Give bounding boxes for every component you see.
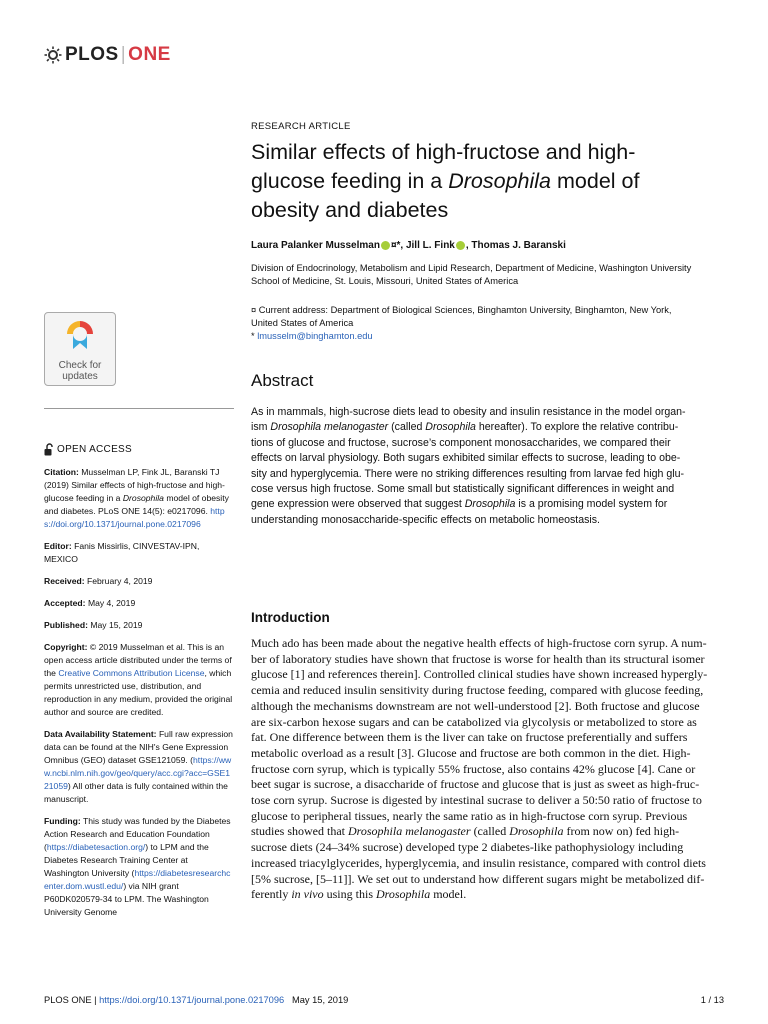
intro-text: although the mechanisms downstream are not well-understood [2]. Both fructose and glucose — [251, 698, 700, 713]
data-availability-text2: ) All other data is fully contained within the manuscript. — [44, 781, 228, 804]
article-title — [251, 138, 721, 225]
intro-line — [251, 824, 721, 840]
orcid-icon[interactable] — [456, 241, 465, 250]
data-availability-block — [44, 728, 234, 806]
correspondence — [251, 330, 721, 343]
abstract-text: understanding monosaccharide-specific effects on metabolic homeostasis. — [251, 513, 600, 526]
intro-line — [251, 793, 721, 809]
citation-italic: Drosophila — [122, 493, 164, 503]
abstract-text: hereafter). To explore the relative contribu- — [475, 421, 679, 434]
orcid-icon[interactable] — [381, 241, 390, 250]
intro-line — [251, 652, 721, 668]
citation-text: Musselman LP, Fink JL, Baranski TJ (2019) Similar effects of high-fructose and high-glucose feeding in a — [44, 467, 225, 503]
crossmark-icon — [65, 319, 95, 351]
intro-line — [251, 809, 721, 825]
title-line-3: obesity and diabetes — [251, 198, 449, 222]
intro-text: cemia and reduced insulin sensitivity during fructose feeding, compared with glucose feeding, — [251, 683, 704, 698]
abstract-line — [251, 497, 721, 512]
article-metadata-sidebar — [44, 466, 234, 928]
citation-text2: model of obesity and diabetes. PLoS ONE 14(5): e0217096. — [44, 493, 229, 516]
intro-text: beet sugar is sucrose, a disaccharide of fructose and glucose that is just as sweet as high-fruc- — [251, 777, 700, 792]
badge-text — [45, 360, 115, 382]
logo-one: ONE — [128, 44, 171, 65]
email-link[interactable]: lmusselm@binghamton.edu — [257, 331, 373, 341]
abstract-italic: Drosophila — [425, 421, 476, 434]
intro-text: studies showed that — [251, 824, 348, 839]
funding-label: Funding: — [44, 816, 81, 826]
abstract-line — [251, 467, 721, 482]
current-address — [251, 304, 721, 330]
affiliation-line-2: School of Medicine, St. Louis, Missouri, United States of America — [251, 276, 519, 286]
intro-text: ferently — [251, 887, 292, 902]
editor-block — [44, 540, 234, 566]
intro-italic: Drosophila — [509, 824, 564, 839]
funding-link-2[interactable]: https://diabetesresearchcenter.dom.wustl.edu/ — [44, 868, 231, 891]
funding-block — [44, 815, 234, 919]
open-access-label — [44, 443, 132, 456]
intro-line — [251, 872, 721, 888]
received-date: February 4, 2019 — [87, 576, 153, 586]
introduction-body — [251, 636, 721, 903]
copyright-text2: , which permits unrestricted use, distribution, and reproduction in any medium, provided the original author and source are credited. — [44, 668, 233, 717]
abstract-text: is a promising model system for — [515, 498, 668, 511]
abstract-line — [251, 405, 721, 420]
funding-link-1[interactable]: https://diabetesaction.org/ — [46, 842, 146, 852]
current-address-line-2: United States of America — [251, 318, 354, 328]
abstract-line — [251, 482, 721, 497]
intro-text: are six-carbon hexose sugars and can be catabolized via glycolysis or metabolized to store as — [251, 714, 697, 729]
abstract-text: sity and hyperglycemia. There were no striking differences resulting from larvae fed high glu- — [251, 467, 684, 480]
intro-text: increased triacylglycerides, hyperglycemia, and insulin resistance, compared with control diets — [251, 855, 706, 870]
footer-doi-link[interactable]: https://doi.org/10.1371/journal.pone.0217096 — [99, 995, 285, 1005]
abstract-heading: Abstract — [251, 371, 314, 390]
citation-doi-link[interactable]: https://doi.org/10.1371/journal.pone.0217096 — [44, 506, 225, 529]
intro-text: [5% sucrose, [5–11]]. We set out to understand how different sugars might be metabolized dif- — [251, 871, 705, 886]
accepted-label: Accepted: — [44, 598, 86, 608]
intro-text: fat. One difference between them is the liver can take on fructose preferentially and suffers — [251, 730, 688, 745]
intro-line — [251, 699, 721, 715]
abstract-line — [251, 436, 721, 451]
email-mark: * — [251, 331, 258, 341]
plos-one-logo[interactable] — [44, 44, 171, 66]
footer-date: May 15, 2019 — [291, 995, 349, 1005]
title-line-2a: glucose feeding in a — [251, 169, 449, 193]
intro-line — [251, 730, 721, 746]
plos-sun-icon — [44, 46, 62, 64]
intro-text: glucose [1] and references therein]. Controlled clinical studies have shown increased hypergly- — [251, 667, 708, 682]
copyright-block — [44, 641, 234, 719]
affiliation — [251, 262, 721, 288]
copyright-label: Copyright: — [44, 642, 88, 652]
page-number: 1 / 13 — [700, 995, 724, 1005]
license-link[interactable]: Creative Commons Attribution License — [58, 668, 205, 678]
intro-text: from now on) fed high- — [563, 824, 680, 839]
article-type: RESEARCH ARTICLE — [251, 121, 351, 132]
abstract-body — [251, 405, 721, 528]
intro-text: Much ado has been made about the negative health effects of high-fructose corn syrup. A num- — [251, 636, 707, 650]
intro-text: fructose corn syrup, which is typically 55% fructose, also contains 42% glucose [4]. Cane or — [251, 761, 696, 776]
intro-text: sucrose diets (24–34% sucrose) developed type 2 diabetes-like pathophysiology including — [251, 840, 684, 855]
funding-text: This study was funded by the Diabetes Action Research and Education Foundation ( — [44, 816, 231, 852]
abstract-text: cose versus high fructose. Some small but statistically significant differences in weight and — [251, 483, 675, 496]
funding-text3: ) via NIH grant P60DK020579-34 to LPM. The Washington University Genome — [44, 881, 209, 917]
intro-italic: Drosophila melanogaster — [348, 824, 471, 839]
editor-label: Editor: — [44, 541, 72, 551]
logo-plos: PLOS — [65, 44, 119, 65]
intro-line — [251, 840, 721, 856]
badge-line2: updates — [62, 371, 98, 382]
abstract-line — [251, 513, 721, 528]
intro-italic: in vivo — [291, 887, 324, 902]
intro-line — [251, 715, 721, 731]
intro-text: ber of laboratory studies have shown that fructose is worse for health than its structural isomer — [251, 651, 705, 666]
accepted-date: May 4, 2019 — [87, 598, 136, 608]
author-1-marks: ¤* — [390, 240, 401, 251]
received-label: Received: — [44, 576, 85, 586]
funding-text2: ) to LPM and the Diabetes Research Training Center at Washington University ( — [44, 842, 209, 878]
geo-link[interactable]: https://www.ncbi.nlm.nih.gov/geo/query/acc.cgi?acc=GSE121059 — [44, 755, 232, 791]
citation-label: Citation: — [44, 467, 79, 477]
abstract-italic: Drosophila melanogaster — [270, 421, 389, 434]
footer-sep: | — [91, 995, 100, 1005]
intro-line — [251, 746, 721, 762]
abstract-text: tions of glucose and fructose, sucrose’s component monosaccharides, we compared their — [251, 436, 671, 449]
data-availability-label: Data Availability Statement: — [44, 729, 157, 739]
logo-divider: | — [120, 44, 127, 65]
published-block — [44, 619, 234, 632]
author-3[interactable]: , Thomas J. Baranski — [465, 240, 566, 251]
current-address-line-1: ¤ Current address: Department of Biological Sciences, Binghamton University, Binghamton, New York, — [251, 305, 672, 315]
published-label: Published: — [44, 620, 88, 630]
abstract-italic: Drosophila — [464, 498, 516, 511]
intro-text: model. — [430, 887, 467, 902]
introduction-heading: Introduction — [251, 610, 330, 625]
badge-line1: Check for — [58, 360, 102, 371]
open-access-text: OPEN ACCESS — [57, 444, 132, 455]
intro-text: glucose to peripheral tissues, nearly the same ratio as in high-fructose corn syrup. Previous — [251, 808, 688, 823]
intro-line — [251, 887, 721, 903]
intro-line — [251, 636, 721, 652]
sidebar-divider — [44, 408, 234, 409]
footer-journal: PLOS ONE — [44, 995, 92, 1005]
data-availability-text: Full raw expression data can be found at the NIH's Gene Expression Omnibus (GEO) dataset GSE121059. ( — [44, 729, 233, 765]
author-list — [251, 240, 721, 251]
intro-italic: Drosophila — [375, 887, 431, 902]
editor-text: Fanis Missirlis, CINVESTAV-IPN, MEXICO — [44, 541, 200, 564]
abstract-line — [251, 420, 721, 435]
abstract-text: effects on larval physiology. Both sugars exhibited similar effects to sucrose, leading to obe- — [251, 452, 681, 465]
intro-line — [251, 856, 721, 872]
author-2[interactable]: , Jill L. Fink — [400, 240, 455, 251]
check-for-updates-badge[interactable] — [44, 312, 116, 386]
intro-text: using this — [323, 887, 376, 902]
title-line-2c: model of — [551, 169, 640, 193]
affiliation-line-1: Division of Endocrinology, Metabolism and Lipid Research, Department of Medicine, Washington University — [251, 263, 692, 273]
intro-line — [251, 683, 721, 699]
page-footer — [44, 995, 724, 1005]
intro-text: (called — [470, 824, 510, 839]
intro-line — [251, 667, 721, 683]
title-line-2-italic: Drosophila — [448, 169, 552, 193]
abstract-text: gene expression were observed that suggest — [251, 498, 465, 511]
copyright-text: © 2019 Musselman et al. This is an open access article distributed under the terms of the — [44, 642, 232, 678]
intro-line — [251, 762, 721, 778]
open-lock-icon — [44, 443, 54, 456]
abstract-text: ism — [251, 421, 271, 434]
citation-block — [44, 466, 234, 531]
author-1[interactable]: Laura Palanker Musselman — [251, 240, 380, 251]
received-block — [44, 575, 234, 588]
intro-text: metabolic overload as a result [3]. Glucose and fructose are both common in the diet. High- — [251, 745, 691, 760]
abstract-line — [251, 451, 721, 466]
footer-left — [44, 995, 348, 1005]
intro-line — [251, 777, 721, 793]
intro-text: tose corn syrup. Sucrose is digested by intestinal sucrase to deliver a 50:50 ratio of fructose to — [251, 793, 702, 808]
published-date: May 15, 2019 — [90, 620, 143, 630]
abstract-text: As in mammals, high-sucrose diets lead to obesity and insulin resistance in the model organ- — [251, 406, 686, 418]
accepted-block — [44, 597, 234, 610]
abstract-text: (called — [388, 421, 426, 434]
title-line-1: Similar effects of high-fructose and high- — [251, 140, 636, 164]
